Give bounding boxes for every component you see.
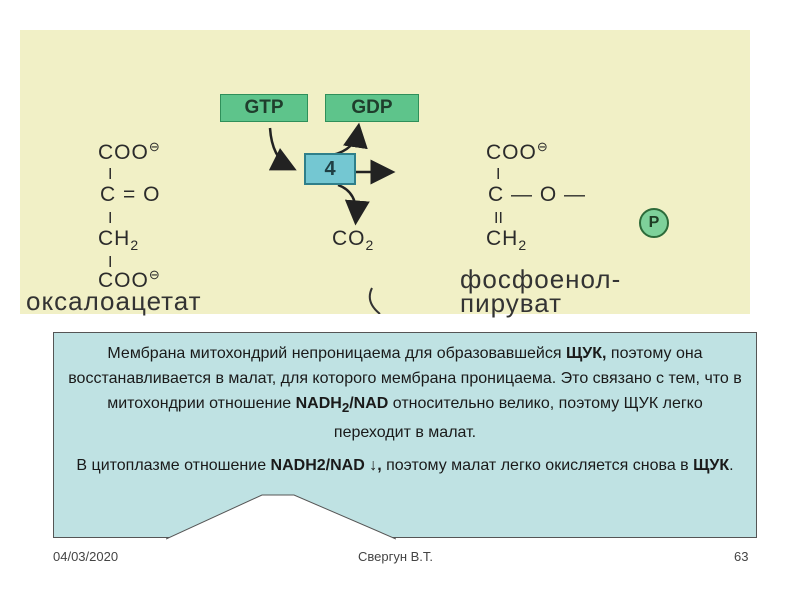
explanation-paragraph-1: Мембрана митохондрий непроницаема для образовавшейся ЩУК, поэтому она восстанавливается в малат, для которого мембрана проницаема. Это связано с тем, что в митохондрии отношение $NADH_2$/NAD относительно велико, поэтому ЩУК легко переходит в малат. xyxy=(68,345,742,442)
pep-coo-top: COO⊖ xyxy=(486,139,549,164)
bracket-mark xyxy=(370,288,380,314)
footer-author: Свергун В.Т. xyxy=(358,549,434,564)
reaction-scheme xyxy=(20,30,750,318)
co2-arrow xyxy=(338,185,356,218)
pep-ch2: $CH_2$ xyxy=(486,227,528,254)
oxaloacetate-coo-top: COO⊖ xyxy=(98,139,161,164)
co2-product: $CO_2$ xyxy=(332,227,375,254)
gtp-arrow xyxy=(270,128,290,167)
bond-line: II xyxy=(494,210,503,227)
pep-name-line1: фосфоенол- xyxy=(460,264,622,294)
bond-line: I xyxy=(108,166,113,183)
oxaloacetate-name: оксалоацетат xyxy=(26,286,202,316)
bond-line: I xyxy=(496,166,501,183)
bond-line: I xyxy=(108,210,113,227)
enzyme-box: 4 xyxy=(304,153,356,185)
footer-date: 04/03/2020 xyxy=(53,549,119,564)
pep-c-o-p: C — O — xyxy=(488,183,587,206)
gdp-arrow xyxy=(332,130,358,155)
explanation-paragraph-2: В цитоплазме отношение NADH2/NAD ↓, поэтому малат легко окисляется снова в ЩУК. xyxy=(76,457,734,475)
gtp-label: GTP xyxy=(220,94,308,122)
oxaloacetate-ch2: $CH_2$ xyxy=(98,227,140,254)
footer-page-number: 63 xyxy=(734,549,749,564)
explanation-callout xyxy=(53,332,757,538)
oxaloacetate-carbonyl: C = O xyxy=(100,183,161,206)
callout-notch xyxy=(166,493,396,541)
phosphate-icon: P xyxy=(639,208,669,238)
gdp-label: GDP xyxy=(325,94,419,122)
bond-line: I xyxy=(108,254,113,271)
oxaloacetate-coo-bottom: COO⊖ xyxy=(98,267,161,292)
pep-name-line2: пируват xyxy=(460,288,563,318)
